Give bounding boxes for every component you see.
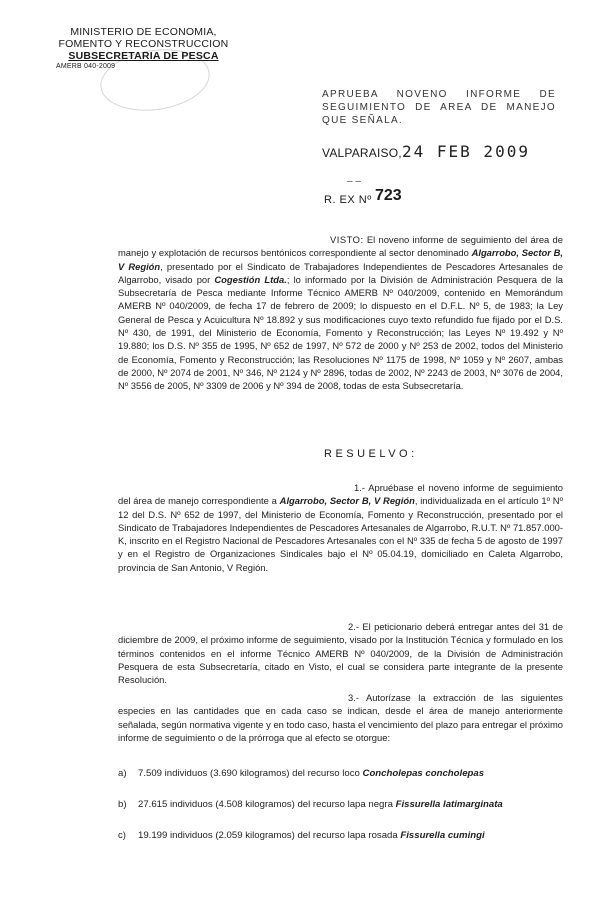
paragraph-1-text-b: , individualizada en el artículo 1º Nº 12 del D.S. Nº 652 de 1997, del Ministerio de Economía, Fomento y Reconstrucción, presentado por el Sindicato de Trabajadores Independientes de Pescadores Artesanales de Algarrobo, R.U.T. Nº 71.857.000-K, inscrito en el Registro Nacional de Pescadores Artesanales con el Nº 335 de fecha 5 de agosto de 1997 y en el Registro de Organizaciones Sindicales bajo el Nº 05.04.19, domiciliado en Caleta Algarrobo, provincia de San Antonio, V Región. (118, 495, 563, 573)
place-label: VALPARAISO, (322, 146, 402, 160)
date-stamp: 24 FEB 2009 (402, 142, 530, 161)
paragraph-3 (118, 691, 563, 744)
visto-text-a: El noveno informe de seguimiento del área de manejo y explotación de recursos bentónicos correspondiente al sector denominado (118, 234, 563, 259)
paragraph-1-text-a: 1.- Apruébase el noveno informe de seguimiento del área de manejo correspondiente a (118, 482, 563, 507)
paragraph-2 (118, 620, 563, 686)
list-item-text: 19.199 individuos (2.059 kilogramos) del recurso lapa rosada (138, 830, 401, 841)
separator-dash-icon: – – (347, 176, 361, 187)
list-item-text: 7.509 individuos (3.690 kilogramos) del recurso loco (138, 768, 363, 779)
visto-text-b: , presentado por el Sindicato de Trabajadores Independientes de Pescadores Artesanales de Algarrobo, visado por (118, 260, 563, 285)
visto-sector: Algarrobo, Sector B, V Región (118, 247, 563, 272)
visto-paragraph (118, 233, 563, 393)
list-item-species: Concholepas concholepas (362, 768, 485, 779)
visto-visador: Cogestión Ltda. (214, 273, 287, 285)
list-item-species: Fissurella latimarginata (395, 799, 503, 810)
subsecretaria-line: SUBSECRETARIA DE PESCA (68, 50, 219, 62)
ministry-line-1: MINISTERIO DE ECONOMIA, (70, 26, 217, 38)
resuelvo-heading: RESUELVO: (324, 448, 418, 460)
list-item (118, 768, 484, 779)
rex-number: 723 (375, 187, 402, 204)
list-item-letter: c) (118, 830, 126, 841)
paragraph-3-text: 3.- Autorízase la extracción de las siguientes especies en las cantidades que en cada caso se indican, desde el área de manejo anteriormente señalada, según normativa vigente y en todo caso, hasta el vencimiento del plazo para entregar el próximo informe de seguimiento o de la prórroga que al efecto se otorgue: (118, 692, 563, 743)
list-item (118, 830, 485, 841)
paragraph-2-text: 2.- El peticionario deberá entregar antes del 31 de diciembre de 2009, el próximo informe de seguimiento, visado por la Institución Técnica y formulado en los términos contenidos en el informe Técnico AMERB Nº 040/2009, de la División de Administración Pesquera de esta Subsecretaría, citado en Visto, el cual se considera parte integrante de la presente Resolución. (118, 621, 563, 686)
list-item (118, 799, 503, 810)
list-item-text: 27.615 individuos (4.508 kilogramos) del recurso lapa negra (138, 799, 396, 810)
rex-label: R. EX Nº (324, 194, 372, 206)
resolution-subject: APRUEBA NOVENO INFORME DE SEGUIMIENTO DE AREA DE MANEJO QUE SEÑALA. (322, 89, 556, 126)
paragraph-1-sector: Algarrobo, Sector B, V Región (279, 495, 415, 507)
visto-text-c: ; lo informado por la División de Administración Pesquera de la Subsecretaría de Pesca mediante Informe Técnico AMERB Nº 040/2009, contenido en Memorándum AMERB Nº 040/2009, de fecha 17 de febrero de 2009; lo dispuesto en el D.F.L. Nº 5, de 1983; la Ley General de Pesca y Acuicultura Nº 18.892 y sus modificaciones cuyo texto refundido fue fijado por el D.S. Nº 430, de 1991, del Ministerio de Economía, Fomento y Reconstrucción; las Leyes Nº 19.492 y Nº 19.880; los D.S. Nº 355 de 1995, Nº 652 de 1997, Nº 572 de 2000 y Nº 253 de 2002, todos del Ministerio de Economía, Fomento y Reconstrucción; las Resoluciones Nº 1175 de 1998, Nº 1059 y Nº 2607, ambas de 2000, Nº 2074 de 2001, Nº 346, Nº 2124 y Nº 2896, todas de 2002, Nº 2243 de 2003, Nº 3076 de 2004, Nº 3556 de 2005, Nº 3309 de 2006 y Nº 394 de 2008, todas de esta Subsecretaría. (118, 273, 563, 392)
visto-label: VISTO: (330, 234, 364, 245)
amerb-reference: AMERB 040-2009 (56, 63, 116, 70)
paragraph-1 (118, 481, 563, 574)
list-item-letter: b) (118, 799, 127, 810)
ministry-line-2: FOMENTO Y RECONSTRUCCION (58, 38, 229, 50)
list-item-species: Fissurella cumingi (400, 830, 485, 841)
list-item-letter: a) (118, 768, 127, 779)
